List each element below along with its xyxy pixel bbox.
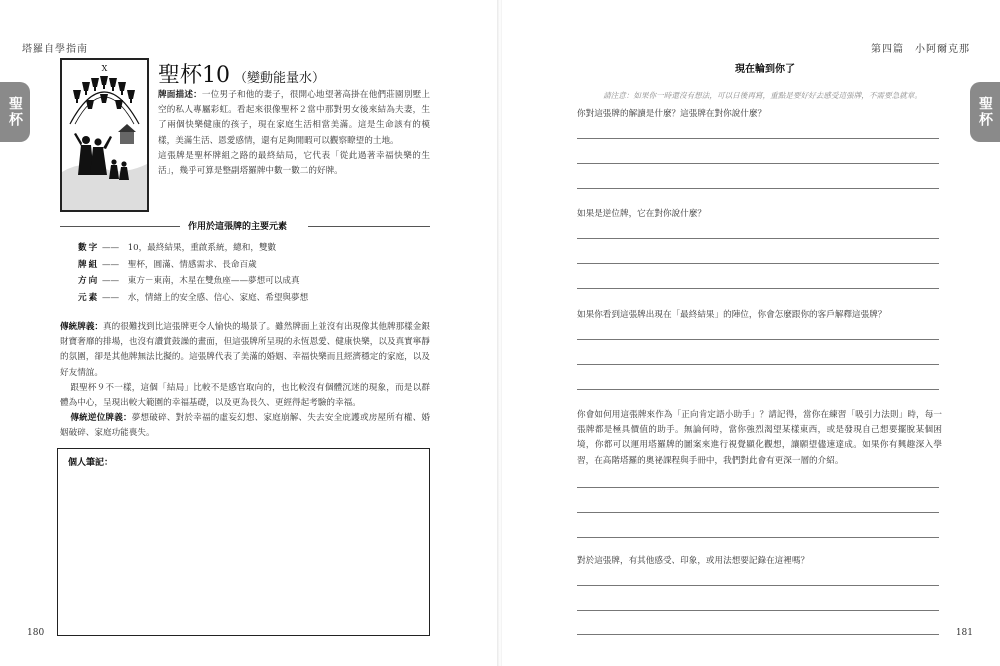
traditional-text-2: 跟聖杯９不一樣，這個「結局」比較不是感官取向的，也比較沒有個體沉迷的現象，而是以群體為中心，呈現出較大範圍的幸福基礎，以及更為長久、更經得起考驗的幸福。 <box>60 382 430 409</box>
elements-list <box>78 240 308 306</box>
tarot-card-illustration <box>60 58 149 212</box>
elements-heading-text: 作用於這張牌的主要元素 <box>188 222 288 232</box>
running-head-right: 第四篇 小阿爾克那 <box>871 44 970 55</box>
question-4: 你會如何用這張牌來作為「正向肯定語小助手」？請記得，當你在練習「吸引力法則」時，每一張牌都是極具價值的助手。無論何時，當你強烈渴望某樣東西，或是發現自己想要擺脫某個困境，你都可以運用塔羅牌的圖案來進行視覺顯化觀想，讓願望儘速達成。如果你有興趣深入學習，在高階塔羅的奧祕課程與手冊中，我們對此會有更深一層的介紹。 <box>577 410 942 466</box>
writing-line[interactable] <box>577 188 939 189</box>
traditional-text: 真的很難找到比這張牌更令人愉快的場景了。雖然牌面上並沒有出現像其他牌那樣金銀財寶奢靡的排場，也沒有讚賞鼓譟的畫面，但這張牌所呈現的永恆恩愛、健康快樂，以及真實寧靜的氛圍，卻是其他牌無法比擬的。這張牌代表了美滿的婚姻、幸福快樂而且經濟穩定的家庭，以及好友情誼。 <box>60 322 430 378</box>
writing-line[interactable] <box>577 339 939 340</box>
writing-line[interactable] <box>577 138 939 139</box>
card-title-text: 聖杯10 <box>158 63 230 88</box>
left-page <box>0 0 498 666</box>
section-tab-right: 聖杯 <box>970 82 1000 142</box>
element-value: —— 10，最終結果，重啟系統，總和，雙數 <box>101 243 277 253</box>
description-text-2: 這張牌是聖杯牌組之路的最終結局，它代表「從此過著幸福快樂的生活」，幾乎可算是整副塔羅牌中數一數二的好牌。 <box>158 150 430 177</box>
traditional-label: 傳統牌義： <box>60 322 104 332</box>
elements-heading <box>60 219 430 233</box>
exercise-title: 現在輪到你了 <box>735 64 795 75</box>
writing-line[interactable] <box>577 634 939 635</box>
element-key: 方向 <box>78 276 100 286</box>
writing-line[interactable] <box>577 512 939 513</box>
element-row-suit <box>78 257 308 274</box>
ten-of-cups-image <box>62 60 147 210</box>
exercise-note: 請注意：如果你一時還沒有想法，可以日後再寫，重點是要好好去感受這張牌，不需要急就章。 <box>603 91 922 100</box>
reversed-text: 夢想破碎、對於幸福的虛妄幻想、家庭崩解、失去安全庇護或房屋所有權、婚姻破碎、家庭功能喪失。 <box>60 413 430 439</box>
element-value: —— 水，情緒上的安全感、信心、家庭、希望與夢想 <box>101 292 309 303</box>
writing-line[interactable] <box>577 238 939 239</box>
writing-line[interactable] <box>577 585 939 586</box>
writing-line[interactable] <box>577 163 939 164</box>
writing-line[interactable] <box>577 364 939 365</box>
element-key: 元素 <box>78 292 100 303</box>
question-1: 你對這張牌的解讀是什麼？這張牌在對你說什麼？ <box>577 109 767 119</box>
heading-rule-right <box>308 226 430 227</box>
right-page <box>502 0 1000 666</box>
element-value: —— 聖杯，圓滿、情感需求、長命百歲 <box>101 259 257 270</box>
personal-notes-label: 個人筆記： <box>68 458 114 468</box>
heading-rule-left <box>60 226 180 227</box>
writing-line[interactable] <box>577 610 939 611</box>
section-tab-left: 聖杯 <box>0 82 30 142</box>
writing-line[interactable] <box>577 487 939 488</box>
element-row-number <box>78 240 308 257</box>
element-value: —— 東方－東南，木星在雙魚座——夢想可以成真 <box>101 276 300 286</box>
element-row-element <box>78 290 308 307</box>
question-5: 對於這張牌，有其他感受、印象，或用法想要記錄在這裡嗎？ <box>577 556 810 566</box>
reversed-label: 傳統逆位牌義： <box>70 413 132 424</box>
page-number-right: 181 <box>955 628 973 638</box>
question-3: 如果你看到這張牌出現在「最終結果」的陣位，你會怎麼跟你的客戶解釋這張牌？ <box>577 310 887 320</box>
page-number-left: 180 <box>27 628 45 638</box>
running-head-left: 塔羅自學指南 <box>22 44 88 55</box>
writing-line[interactable] <box>577 263 939 264</box>
writing-line[interactable] <box>577 537 939 538</box>
element-key: 數字 <box>78 243 100 253</box>
meanings-section <box>60 320 430 442</box>
element-row-direction <box>78 273 308 290</box>
writing-line[interactable] <box>577 288 939 289</box>
element-key: 牌組 <box>78 259 100 270</box>
description-text: 一位男子和他的妻子，很開心地望著高掛在他們莊園別墅上空的私人專屬彩虹。看起來很像聖杯２當中那對男女後來結為夫妻，生了兩個快樂健康的孩子，現在家庭生活相當美滿。這是生命該有的模樣，美滿生活、恩愛感情，還有足夠閒暇可以觀察瞭望的土地。 <box>158 90 430 146</box>
card-title <box>158 58 325 89</box>
writing-line[interactable] <box>577 389 939 390</box>
card-description <box>158 88 430 179</box>
card-numeral: X <box>101 64 108 73</box>
description-label: 牌面描述： <box>158 90 202 100</box>
personal-notes-box[interactable] <box>57 448 430 636</box>
question-2: 如果是逆位牌，它在對你說什麼？ <box>577 209 706 219</box>
card-subtitle: （變動能量水） <box>234 71 326 86</box>
